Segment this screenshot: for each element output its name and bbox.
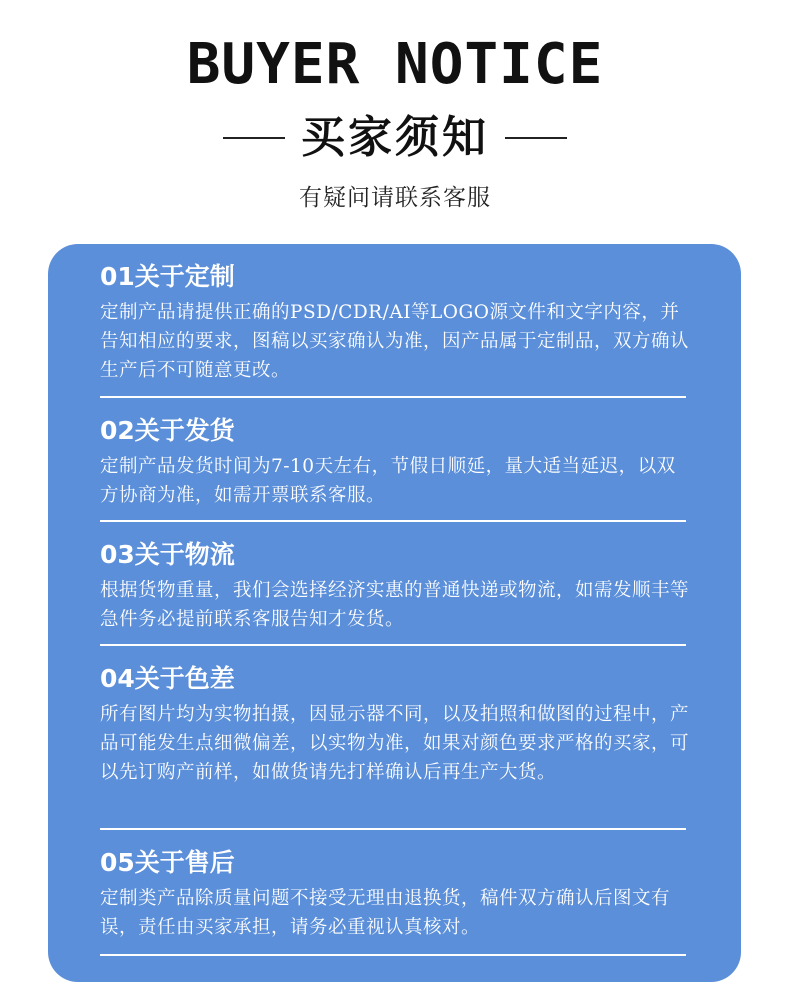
section-divider (100, 644, 686, 646)
section-body: 定制产品发货时间为7-10天左右，节假日顺延，量大适当延迟，以双方协商为准，如需开票联系客服。 (100, 456, 676, 506)
section-after-sales (100, 846, 690, 942)
subtitle-right-rule (505, 137, 567, 139)
subtitle-left-rule (223, 137, 285, 139)
notice-header (0, 0, 790, 240)
section-body: 定制类产品除质量问题不接受无理由退换货，稿件双方确认后图文有误，责任由买家承担，请务必重视认真核对。 (100, 888, 671, 938)
section-color-difference (100, 662, 690, 787)
subtitle-row (0, 108, 790, 168)
section-divider (100, 396, 686, 398)
section-body: 所有图片均为实物拍摄，因显示器不同，以及拍照和做图的过程中，产品可能发生点细微偏差，以实物为准，如果对颜色要求严格的买家，可以先订购产前样，如做货请先打样确认后再生产大货。 (100, 704, 690, 783)
section-divider (100, 954, 686, 956)
section-body: 根据货物重量，我们会选择经济实惠的普通快递或物流，如需发顺丰等急件务必提前联系客服告知才发货。 (100, 580, 690, 630)
contact-service-note: 有疑问请联系客服 (299, 185, 491, 211)
page-title: BUYER NOTICE (186, 32, 604, 97)
section-divider (100, 520, 686, 522)
section-logistics (100, 538, 690, 634)
section-title: 02关于发货 (100, 416, 235, 445)
page-subtitle: 买家须知 (301, 112, 489, 163)
section-title: 04关于色差 (100, 664, 235, 693)
section-title: 03关于物流 (100, 540, 235, 569)
section-customization (100, 260, 690, 385)
section-title: 05关于售后 (100, 848, 235, 877)
section-divider (100, 828, 686, 830)
section-title: 01关于定制 (100, 262, 235, 291)
section-shipping (100, 414, 690, 510)
section-body: 定制产品请提供正确的PSD/CDR/AI等LOGO源文件和文字内容，并告知相应的要求，图稿以买家确认为准，因产品属于定制品，双方确认生产后不可随意更改。 (100, 302, 690, 381)
